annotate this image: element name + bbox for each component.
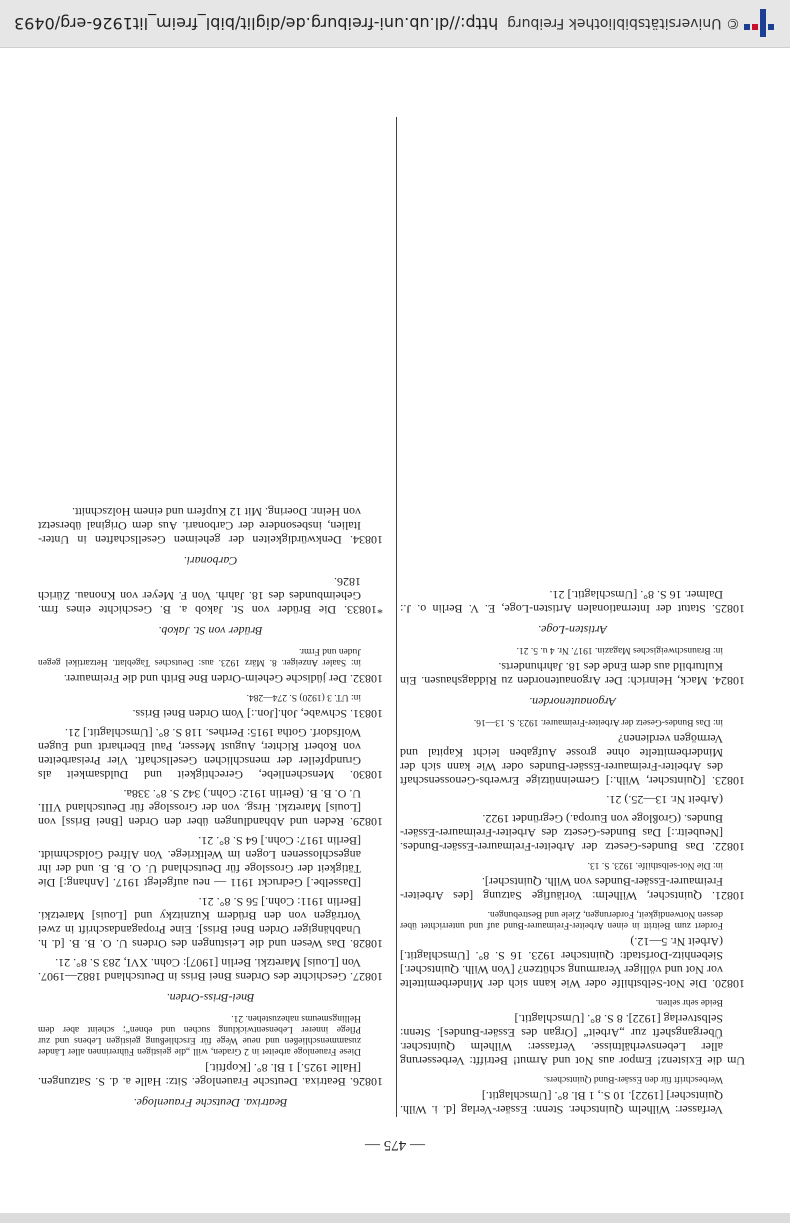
bibliography-entry: 10832. Der jüdische Geheim-Orden Bne Brith und die Freimaurer. (63, 672, 383, 686)
bibliography-entry: 10830. Menschenliebe, Gerechtigkeit und Duldsamkeit als Grundpfeiler der menschlichen Gesellschaft. Vier Preisarbeiten von Robert Richter, August Messer, Paul Eberhardt und Eugen Wolfsdorf. Gotha 1915: Perthes. 118 S. 8°. [Umschlagtit.] 21. (38, 726, 383, 782)
ub-freiburg-logo-icon[interactable] (742, 5, 778, 41)
entry-note: in: UT. 3 (1920) S. 274—284. (246, 692, 361, 702)
column-divider (396, 117, 397, 1117)
section-heading: Argonautenorden. (529, 695, 616, 709)
entry-note: in: Die Not-selbsthilfe. 1923. S. 13. (587, 860, 723, 870)
bibliography-entry: 10825. Statut der Internationalen Artisten-Loge, E. V. Berlin o. J.: Dalmer. 16 S. 8°. [Umschlagtit.] 21. (400, 588, 745, 616)
entry-note: in: Braunschweigisches Magazin. 1917. Nr. 4 u. 5. 21. (516, 645, 723, 655)
bibliography-entry: 10824. Mack, Heinrich: Der Argonautenorden zu Riddagshausen. Ein Kulturbild aus dem Ende des 18. Jahrhunderts. (400, 660, 745, 688)
bibliography-entry: 10834. Denkwürdigkeiten der geheimen Gesellschaften in Unter-Italien, insbesondere der Carbonari. Aus dem Original übersetzt von Heinr. Doering. Mit 12 Kupfern und einem Holzschnitt. (38, 505, 383, 547)
entry-continuation: (Arbeit Nr. 13—25.) 21. (606, 793, 723, 807)
bibliography-entry: 10823. [Quintscher, Wilh.:] Gemeinnützige Erwerbs-Genossenschaft des Arbeiter-Freimaurer-Essäer-Bundes oder Wie kann sich der Minderbemittelte ohne grosse Aufgaben leicht Kapital und Vermögen verdienen? (400, 732, 745, 788)
entry-note: Beide sehr selten. (655, 997, 723, 1007)
entry-note: Werbeschrift für den Essäer-Bund Quintschers. (543, 1074, 723, 1084)
bibliography-entry: 10831. Schwabe, Joh.[Jon.:] Vom Orden Bnei Briss. (132, 707, 383, 721)
viewer-url-bar (0, 0, 790, 48)
right-column (38, 500, 383, 1117)
copyright-text: © Universitätsbibliothek Freiburg (507, 15, 740, 31)
section-heading: Brüder von St. Jakob. (158, 624, 263, 638)
section-heading: Artisten-Loge. (538, 623, 607, 637)
entry-note: Fordert zum Beitritt in einen Arbeiter-Freimaurer-Bund auf und unterrichtet über dessen Notwendigkeit, Forderungen, Ziele und Bestrebungen. (400, 909, 723, 930)
section-heading: Carbonari. (183, 554, 238, 568)
entry-note: Diese Frauenloge arbeitet in 2 Graden, will „die geistigen Führerinnen aller Länder zusammenschließen und neue Wege für Erschließung geistigen Lebens und zur Pflege innerer Lebensentwicklung suchen und ebnen“; scheint aber dem Hellingsmeums nahezustehen. 21. (38, 1013, 361, 1056)
bibliography-entry: 10820. Die Not-Selbsthilfe oder Wie kann sich der Minderbemittelte vor Not und völliger Verarmung schützen? [Von Wilh. Quintscher.] Siebenhitz-Dorfstadt: Quintscher 1923. 16 S. 8°. [Umschlagtit.] (Arbeit Nr. 5—12.) (400, 935, 745, 991)
book-page (35, 73, 755, 1153)
bibliography-entry: *10833. Die Brüder von St. Jakob a. B. Geschichte eines frm. Geheimbundes des 18. Jahrh. Von F. Meyer von Knonau. Zürich 1826. (38, 575, 383, 617)
page-url[interactable]: http://dl.ub.uni-freiburg.de/diglit/bibl_freim_lit1926-erg/0493 (14, 14, 499, 33)
section-heading: Bnei-Briss-Orden. (166, 991, 255, 1005)
entry-note: in: Saaler Anzeiger. 8. März 1923. aus: Deutsches Tageblatt. Hetzartikel gegen Juden und Frmr. (38, 646, 361, 667)
page-number: — 475 — (365, 1137, 425, 1153)
entry-continuation: Verfasser: Wilhelm Quintscher. Stenn: Essäer-Verlag [d. i. Wilh. Quintscher] [1922]. 10 S., 1 Bl. 8°. [Umschlagtit.] (400, 1089, 723, 1117)
left-column (400, 583, 745, 1117)
section-heading: Beatrixa. Deutsche Frauenloge. (133, 1096, 288, 1110)
entry-note: in: Das Bundes-Gesetz der Arbeiter-Freimaurer. 1923. S. 13—16. (473, 717, 723, 727)
bibliography-entry: 10822. Das Bundes-Gesetz der Arbeiter-Freimaurer-Essäer-Bundes. [Neubeitr.:] Das Bundes-Gesetz des Arbeiter-Freimaurer-Essäer-Bundes. (Großloge von Europa.) Gegründet 1922. (400, 812, 745, 854)
bibliography-entry: 10829. Reden und Abhandlungen über den Orden [Bnei Briss] von [Louis] Maretzki. Hrsg. von der Grossloge für Deutschland VIII. U. O. B. B. (Berlin 1912: Cohn.) 342 S. 8°. 338a. (38, 787, 383, 829)
bibliography-entry: 10827. Geschichte des Ordens Bnei Briss in Deutschland 1882—1907. Von [Louis] Maretzki. Berlin [1907]: Cohn. XVI, 283 S. 8°. 21. (38, 956, 383, 984)
bibliography-entry: 10821. Quintscher, Wilhelm: Vorläufige Satzung [des Arbeiter-Freimaurer-Essäer-Bundes von Wilh. Quintscher]. (400, 875, 745, 903)
bibliography-entry: 10826. Beatrixa. Deutsche Frauenloge. Sitz: Halle a. d. S. Satzungen. [Halle 1925.] 1 Bl. 8°. [Kopftit.] (38, 1061, 383, 1089)
bottom-scroll-strip (0, 1213, 790, 1223)
bibliography-entry: Um die Existenz! Empor aus Not und Armut! Betrifft: Verbesserung aller Lebensverhältnisse. Verfasser: Wilhelm Quintscher. Übergangsheft zur „Arbeit“ [Organ des Essäer-Bundes]. Stenn: Selbstverlag [1922]. 8 S. 8°. [Umschlagtit.] (400, 1012, 745, 1068)
entry-continuation: [Dasselbe.] Gedruckt 1911 — neu aufgelegt 1917. [Anhang:] Die Tätigkeit der Grossloge für Deutschland U. O. B. B. und der ihr angeschlossenen Logen im Weltkriege. Von Alfred Goldschmidt. [Berlin 1917: Cohn.] 64 S. 8°. 21. (38, 834, 361, 890)
bibliography-entry: 10828. Das Wesen und die Leistungen des Ordens U. O. B. B. [d. h. Unabhängiger Orden Bnei Briss]. Eine Propagandaschrift in zwei Vorträgen von den Brüdern Kuznitzky und [Louis] Maretzki. [Berlin 1911: Cohn.] 56 S. 8°. 21. (38, 895, 383, 951)
